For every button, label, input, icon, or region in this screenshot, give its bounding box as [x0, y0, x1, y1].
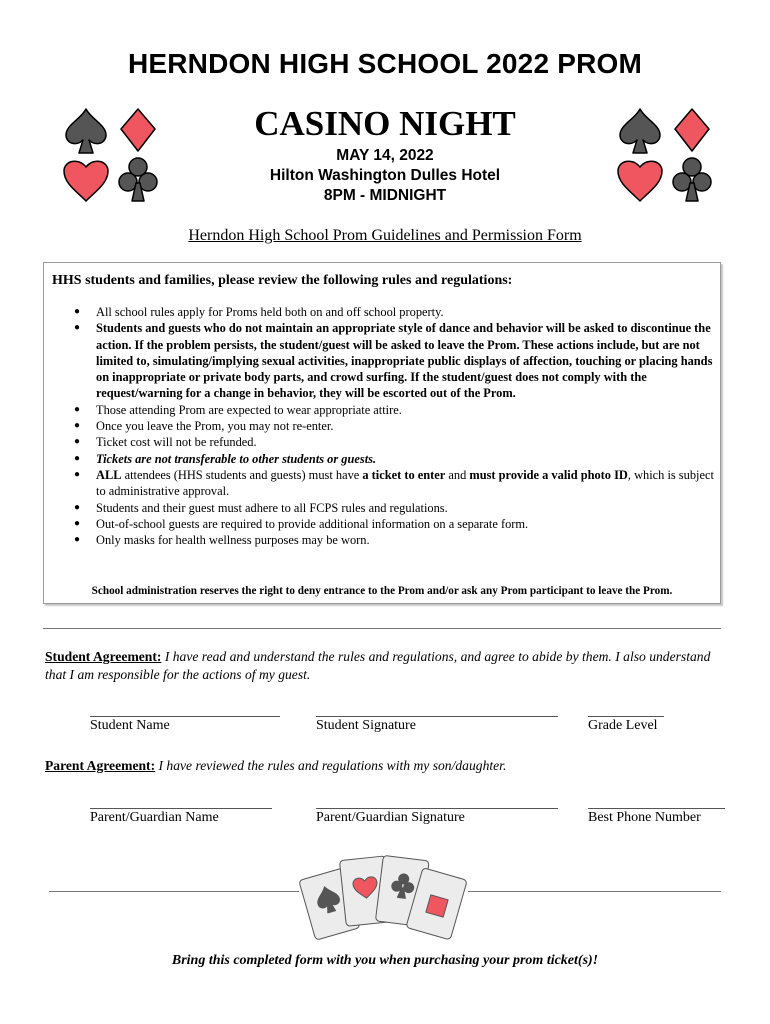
list-item: ● All school rules apply for Proms held both on and off school property.: [52, 304, 716, 320]
section-divider: [43, 628, 721, 629]
rules-heading: HHS students and families, please review the following rules and regulations:: [52, 273, 513, 288]
parent-agreement-text: I have reviewed the rules and regulations with my son/daughter.: [155, 758, 507, 773]
student-name-label: Student Name: [90, 718, 170, 733]
rule-text: and: [445, 467, 470, 482]
student-agreement-label: Student Agreement:: [45, 649, 162, 664]
parent-agreement: [45, 757, 725, 775]
footer-divider-left: [49, 891, 299, 892]
student-name-line[interactable]: [90, 716, 280, 717]
playing-cards-icon: [295, 848, 475, 943]
form-title: Herndon High School Prom Guidelines and Permission Form: [188, 227, 582, 244]
parent-name-line[interactable]: [90, 808, 272, 809]
rules-box: [43, 262, 721, 604]
list-item: [52, 467, 716, 500]
grade-level-line[interactable]: [588, 716, 664, 717]
list-item: ● Tickets are not transferable to other students or guests.: [52, 451, 716, 467]
rules-list: [52, 304, 716, 548]
page-title: HERNDON HIGH SCHOOL 2022 PROM: [127, 48, 643, 79]
list-item: ● Those attending Prom are expected to wear appropriate attire.: [52, 402, 716, 418]
list-item: ● Ticket cost will not be refunded.: [52, 434, 716, 450]
list-item: ● Only masks for health wellness purposes may be worn.: [52, 532, 716, 548]
event-time: 8PM - MIDNIGHT: [323, 187, 447, 204]
list-item: ● Out-of-school guests are required to provide additional information on a separate form.: [52, 516, 716, 532]
rule-text: attendees (HHS students and guests) must have: [121, 467, 363, 482]
phone-number-line[interactable]: [588, 808, 725, 809]
list-item: ● Students and their guest must adhere to all FCPS rules and regulations.: [52, 500, 716, 516]
event-date: MAY 14, 2022: [336, 147, 434, 164]
rules-footer: School administration reserves the right to deny entrance to the Prom and/or ask any Prom participant to leave the Prom.: [91, 585, 673, 597]
parent-agreement-label: Parent Agreement:: [45, 758, 156, 773]
rule-text-all: ALL: [96, 467, 122, 482]
list-item: ● Students and guests who do not maintain an appropriate style of dance and behavior will be asked to discontinue the action. If the problem persists, the student/guest will be asked to leave the Prom. These actions include, but are not limited to, simulating/implying sexual activities, inappropriate public displays of affection, touching or placing hands on inappropriate or private body parts, and crowd surfing. If the student/guest does not comply with the request/warning for a change in behavior, they will be escorted out of the Prom.: [52, 320, 716, 401]
parent-signature-line[interactable]: [316, 808, 558, 809]
footer-divider-right: [468, 891, 721, 892]
event-subtitle: CASINO NIGHT: [254, 104, 516, 143]
student-signature-label: Student Signature: [316, 718, 416, 733]
parent-signature-label: Parent/Guardian Signature: [316, 810, 465, 825]
grade-level-label: Grade Level: [588, 718, 658, 733]
rule-text-ticket: a ticket to enter: [362, 467, 446, 482]
phone-number-label: Best Phone Number: [588, 810, 701, 825]
list-item: ● Once you leave the Prom, you may not re-enter.: [52, 418, 716, 434]
parent-name-label: Parent/Guardian Name: [90, 810, 219, 825]
student-signature-line[interactable]: [316, 716, 558, 717]
rule-text-photo-id: must provide a valid photo ID: [469, 467, 628, 482]
student-agreement-text: I have read and understand the rules and regulations, and agree to abide by them. I also understand that I am responsible for the actions of my guest.: [45, 649, 711, 682]
rule-text: , which is subject to administrative approval.: [96, 467, 714, 499]
student-agreement: [45, 648, 725, 684]
closing-note: Bring this completed form with you when purchasing your prom ticket(s)!: [171, 953, 599, 968]
event-venue: Hilton Washington Dulles Hotel: [269, 167, 501, 184]
